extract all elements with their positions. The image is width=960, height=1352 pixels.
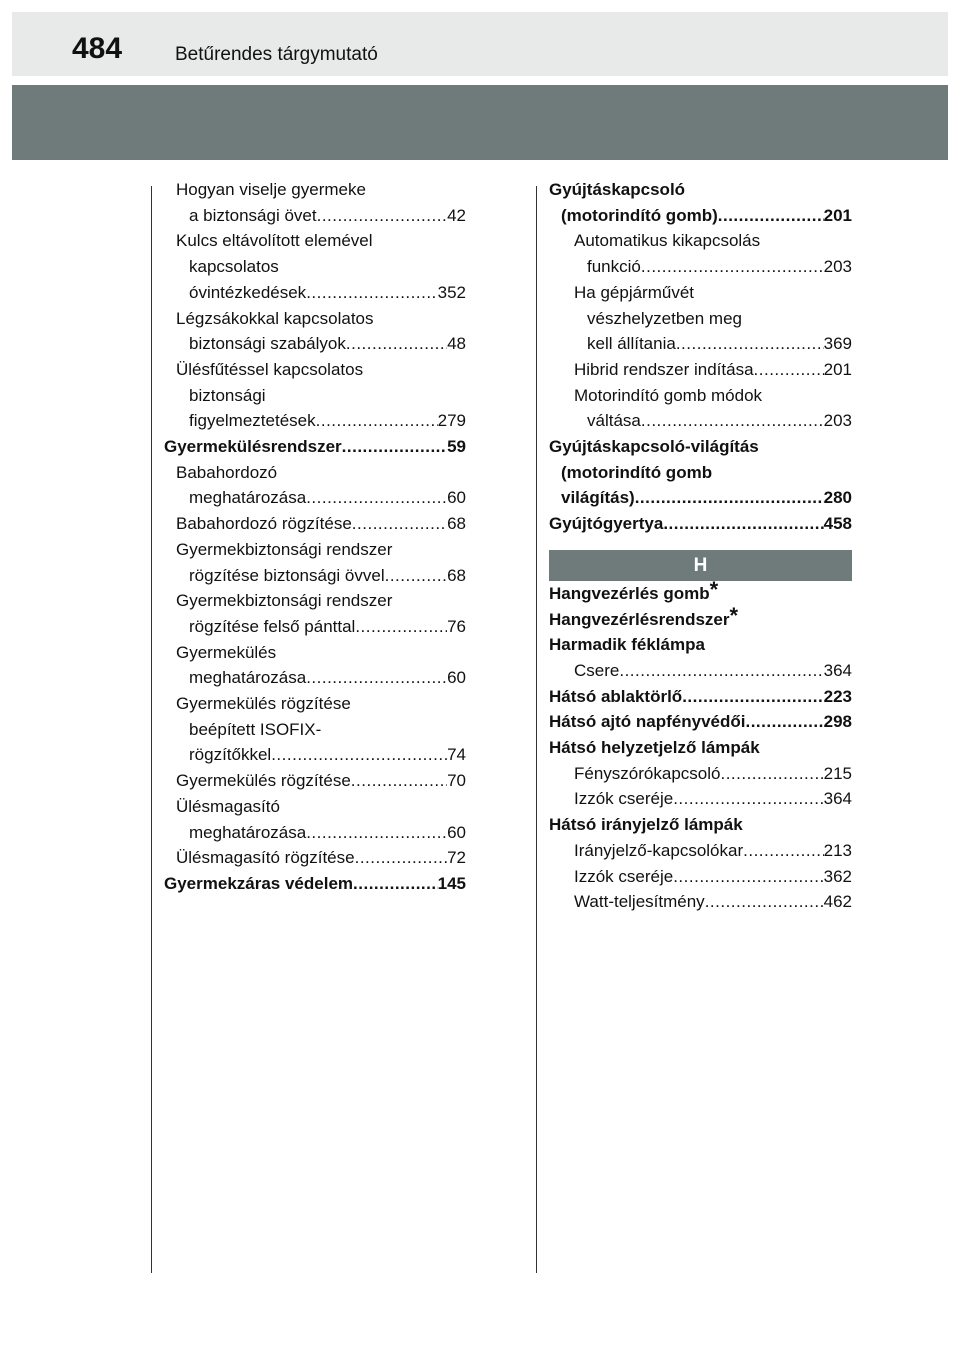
dot-leader	[673, 786, 823, 812]
index-entry	[164, 306, 466, 332]
index-entry-page[interactable]: 203	[823, 257, 852, 277]
page-title: Betűrendes tárgymutató	[175, 44, 378, 65]
index-entry-text: Babahordozó rögzítése	[176, 514, 352, 534]
index-entry-text: kell állítania	[587, 334, 676, 354]
index-entry	[549, 735, 852, 761]
index-entry	[549, 838, 852, 864]
index-entry	[164, 717, 466, 743]
index-entry-page[interactable]: 68	[447, 514, 466, 534]
index-entry-text: Watt-teljesítmény	[574, 892, 705, 912]
index-entry	[164, 357, 466, 383]
dot-leader	[619, 658, 823, 684]
index-entry-text: Automatikus kikapcsolás	[574, 231, 761, 251]
index-entry-text: Kulcs eltávolított elemével	[176, 231, 373, 251]
dot-leader	[306, 485, 447, 511]
index-entry-text: Légzsákokkal kapcsolatos	[176, 308, 374, 328]
index-column-right	[549, 177, 852, 915]
index-entry	[549, 434, 852, 460]
dot-leader	[676, 331, 824, 357]
index-entry	[164, 640, 466, 666]
index-entry-page[interactable]: 203	[823, 411, 852, 431]
index-entry-page[interactable]: 215	[823, 763, 852, 783]
page-number: 484	[72, 32, 123, 65]
index-entry	[549, 632, 852, 658]
index-entry-text: Gyermekbiztonsági rendszer	[176, 539, 393, 559]
index-entry-text: rögzítése felső pánttal	[189, 616, 356, 636]
index-entry-text: Gyermekbiztonsági rendszer	[176, 591, 393, 611]
index-entry	[549, 408, 852, 434]
index-group-g	[549, 177, 852, 537]
index-entry-text: Harmadik féklámpa	[549, 635, 705, 655]
index-entry	[549, 812, 852, 838]
index-entry-text: Gyermekülés rögzítése	[176, 694, 351, 714]
index-entry-page[interactable]: 72	[447, 848, 466, 868]
index-entry	[164, 408, 466, 434]
index-entry	[549, 889, 852, 915]
index-entry-page[interactable]: 201	[823, 359, 852, 379]
index-entry-text: (motorindító gomb)	[561, 205, 718, 225]
index-entry-text: Hangvezérlésrendszer	[549, 609, 730, 629]
dot-leader	[352, 511, 447, 537]
index-entry	[164, 280, 466, 306]
index-entry-text: rögzítőkkel	[189, 745, 272, 765]
index-entry-page[interactable]: 60	[447, 822, 466, 842]
index-entry-text: Gyújtáskapcsoló-világítás	[549, 437, 759, 457]
index-entry	[164, 254, 466, 280]
index-entry	[549, 658, 852, 684]
index-entry	[549, 511, 852, 537]
index-entry-page[interactable]: 362	[823, 866, 852, 886]
index-entry-page[interactable]: 68	[447, 565, 466, 585]
index-entry-text: biztonsági	[189, 385, 266, 405]
dot-leader	[306, 280, 437, 306]
index-entry-page[interactable]: 76	[447, 616, 466, 636]
index-entry	[164, 820, 466, 846]
index-entry-page[interactable]: 364	[823, 660, 852, 680]
index-entry-text: váltása	[587, 411, 641, 431]
index-entry	[549, 864, 852, 890]
index-entry-text: biztonsági szabályok	[189, 334, 346, 354]
index-entry-text: rögzítése biztonsági övvel	[189, 565, 385, 585]
dot-leader	[705, 889, 824, 915]
index-entry-page[interactable]: 60	[447, 488, 466, 508]
index-entry-page[interactable]: 462	[823, 892, 852, 912]
index-entry	[164, 331, 466, 357]
index-entry-text: meghatározása	[189, 668, 307, 688]
dot-leader	[306, 665, 447, 691]
header-band	[12, 85, 948, 160]
dot-leader	[745, 709, 823, 735]
index-entry-page[interactable]: 145	[437, 873, 466, 893]
index-entry-text: funkció	[587, 257, 641, 277]
index-entry-text: kapcsolatos	[189, 257, 279, 277]
dot-leader	[682, 684, 823, 710]
index-entry: Hangvezérlés gomb *	[549, 581, 852, 607]
index-entry: Hangvezérlésrendszer *	[549, 607, 852, 633]
index-entry-page[interactable]: 74	[447, 745, 466, 765]
index-entry	[164, 460, 466, 486]
index-entry-text: Hátsó irányjelző lámpák	[549, 815, 743, 835]
dot-leader	[317, 203, 447, 229]
index-entry	[164, 383, 466, 409]
index-entry-text: Ülésfűtéssel kapcsolatos	[176, 359, 364, 379]
index-entry-text: Csere	[574, 660, 620, 680]
index-entry-page[interactable]: 213	[823, 840, 852, 860]
dot-leader	[346, 331, 447, 357]
index-entry-page[interactable]: 70	[447, 771, 466, 791]
index-entry-text: Gyermekzáras védelem	[164, 873, 354, 893]
index-entry-text: Gyújtáskapcsoló	[549, 180, 686, 199]
dot-leader	[316, 408, 438, 434]
dot-leader	[718, 203, 824, 229]
index-entry-page[interactable]: 352	[437, 282, 466, 302]
index-entry-text: Ülésmagasító rögzítése	[176, 848, 355, 868]
index-entry-text: óvintézkedések	[189, 282, 307, 302]
index-entry-text: Hogyan viselje gyermeke	[176, 180, 366, 199]
index-entry-text: Hangvezérlés gomb	[549, 583, 710, 603]
index-entry	[549, 357, 852, 383]
index-entry	[164, 511, 466, 537]
index-entry	[549, 331, 852, 357]
dot-leader	[641, 254, 824, 280]
index-entry	[164, 485, 466, 511]
index-entry-text: Gyújtógyertya	[549, 514, 664, 534]
dot-leader	[306, 820, 447, 846]
index-entry-text: figyelmeztetések	[189, 411, 316, 431]
index-entry-text: Ülésmagasító	[176, 796, 280, 816]
index-entry	[164, 537, 466, 563]
index-entry-page[interactable]: 369	[823, 334, 852, 354]
index-entry	[549, 761, 852, 787]
index-entry	[549, 383, 852, 409]
index-entry-page[interactable]: 279	[437, 411, 466, 431]
index-entry-text: Irányjelző-kapcsolókar	[574, 840, 744, 860]
index-entry-text: Ha gépjárművét	[574, 282, 695, 302]
index-entry	[164, 691, 466, 717]
index-entry-text: Gyermekülés rögzítése	[176, 771, 351, 791]
index-entry	[549, 786, 852, 812]
dot-leader	[342, 434, 447, 460]
index-entry	[164, 742, 466, 768]
dot-leader	[353, 871, 438, 897]
index-entry	[164, 768, 466, 794]
index-entry-text: Izzók cseréje	[574, 866, 674, 886]
index-entry-text: Motorindító gomb módok	[574, 385, 763, 405]
index-entry	[164, 871, 466, 897]
index-entry-text: a biztonsági övet	[189, 205, 317, 225]
index-entry-page[interactable]: 201	[823, 205, 852, 225]
index-entry-text: Gyermekülésrendszer	[164, 437, 342, 457]
index-entry-page[interactable]: 59	[447, 437, 466, 457]
index-entry	[164, 228, 466, 254]
section-letter-header: H	[549, 550, 852, 581]
index-entry	[549, 228, 852, 254]
header-bar	[12, 12, 948, 76]
index-entry-text: Hátsó ajtó napfényvédői	[549, 712, 746, 732]
index-entry	[549, 203, 852, 229]
index-entry-text: meghatározása	[189, 488, 307, 508]
dot-leader	[635, 485, 824, 511]
dot-leader	[663, 511, 823, 537]
column-divider-left	[151, 186, 152, 1273]
column-divider-middle	[536, 186, 537, 1273]
index-entry-text: Gyermekülés	[176, 642, 277, 662]
index-entry	[164, 588, 466, 614]
index-entry	[549, 254, 852, 280]
index-entry	[164, 434, 466, 460]
index-entry-text: Babahordozó	[176, 462, 278, 482]
index-entry-text: vészhelyzetben meg	[587, 308, 742, 328]
index-entry	[164, 665, 466, 691]
dot-leader	[743, 838, 823, 864]
index-entry	[164, 614, 466, 640]
index-entry-text: meghatározása	[189, 822, 307, 842]
index-entry	[164, 563, 466, 589]
index-entry-text: Izzók cseréje	[574, 789, 674, 809]
index-entry-page[interactable]: 42	[447, 205, 466, 225]
index-entry-page[interactable]: 60	[447, 668, 466, 688]
dot-leader	[271, 742, 447, 768]
index-entry	[549, 485, 852, 511]
index-entry	[549, 280, 852, 306]
index-entry	[549, 460, 852, 486]
index-entry-page[interactable]: 223	[823, 686, 852, 706]
dot-leader	[355, 614, 447, 640]
dot-leader	[641, 408, 824, 434]
index-entry	[164, 794, 466, 820]
dot-leader	[720, 761, 823, 787]
index-entry-text: Hibrid rendszer indítása	[574, 359, 754, 379]
dot-leader	[351, 768, 447, 794]
dot-leader	[754, 357, 824, 383]
index-entry-page[interactable]: 298	[823, 712, 852, 732]
index-entry	[164, 845, 466, 871]
index-group-h	[549, 581, 852, 915]
index-entry-page[interactable]: 458	[823, 514, 852, 534]
index-entry-page[interactable]: 364	[823, 789, 852, 809]
dot-leader	[673, 864, 823, 890]
index-entry	[549, 306, 852, 332]
index-entry-text: Hátsó ablaktörlő	[549, 686, 683, 706]
index-entry-text: beépített ISOFIX-	[189, 719, 322, 739]
index-entry-page[interactable]: 48	[447, 334, 466, 354]
index-entry-text: (motorindító gomb	[561, 462, 713, 482]
index-column-left	[164, 177, 466, 897]
index-entry	[549, 709, 852, 735]
index-entry	[164, 177, 466, 203]
index-entry-text: Hátsó helyzetjelző lámpák	[549, 738, 760, 758]
index-entry-page[interactable]: 280	[823, 488, 852, 508]
index-entry-text: világítás)	[561, 488, 635, 508]
index-entry-text: Fényszórókapcsoló	[574, 763, 721, 783]
dot-leader	[355, 845, 447, 871]
index-entry	[549, 684, 852, 710]
dot-leader	[385, 563, 447, 589]
index-entry	[549, 177, 852, 203]
index-entry	[164, 203, 466, 229]
